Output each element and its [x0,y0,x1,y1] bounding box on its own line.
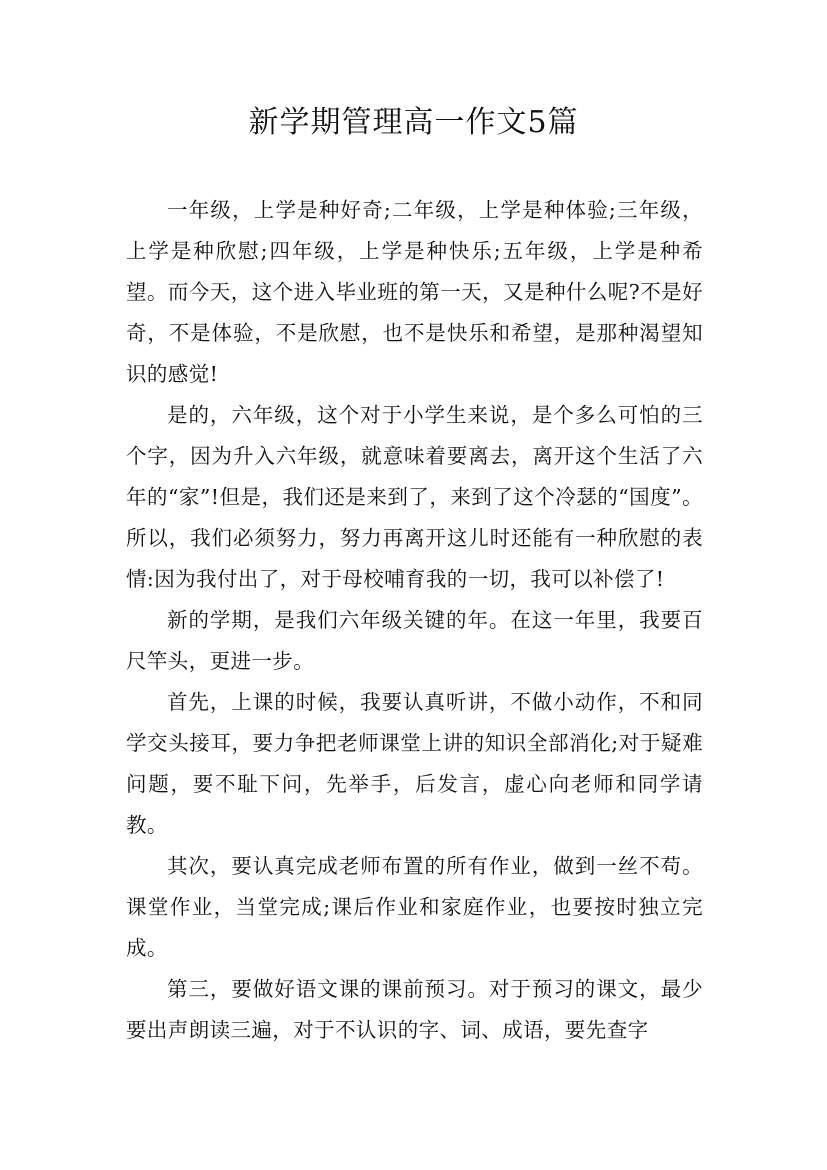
document-title: 新学期管理高一作文5篇 [248,105,579,140]
paragraph-6: 第三，要做好语文课的课前预习。对于预习的课文，最少要出声朗读三遍，对于不认识的字、词、成语，要先查字 [126,977,703,1042]
paragraph-3: 新的学期，是我们六年级关键的年。在这一年里，我要百尺竿头，更进一步。 [126,608,703,673]
paragraph-4: 首先，上课的时候，我要认真听讲，不做小动作，不和同学交头接耳，要力争把老师课堂上讲的知识全部消化;对于疑难问题，要不耻下问，先举手，后发言，虚心向老师和同学请教。 [126,690,703,837]
paragraph-1: 一年级，上学是种好奇;二年级，上学是种体验;三年级，上学是种欣慰;四年级，上学是种快乐;五年级，上学是种希望。而今天，这个进入毕业班的第一天，又是种什么呢?不是好奇，不是体验，不是欣慰，也不是快乐和希望，是那种渴望知识的感觉! [126,198,703,386]
paragraph-2: 是的，六年级，这个对于小学生来说，是个多么可怕的三个字，因为升入六年级，就意味着要离去，离开这个生活了六年的“家”!但是，我们还是来到了，来到了这个冷瑟的“国度”。所以，我们必须努力，努力再离开这儿时还能有一种欣慰的表情:因为我付出了，对于母校哺育我的一切，我可以补偿了! [126,403,703,591]
document-body [126,190,703,1051]
paragraph-5: 其次，要认真完成老师布置的所有作业，做到一丝不苟。课堂作业，当堂完成;课后作业和家庭作业，也要按时独立完成。 [126,854,703,960]
